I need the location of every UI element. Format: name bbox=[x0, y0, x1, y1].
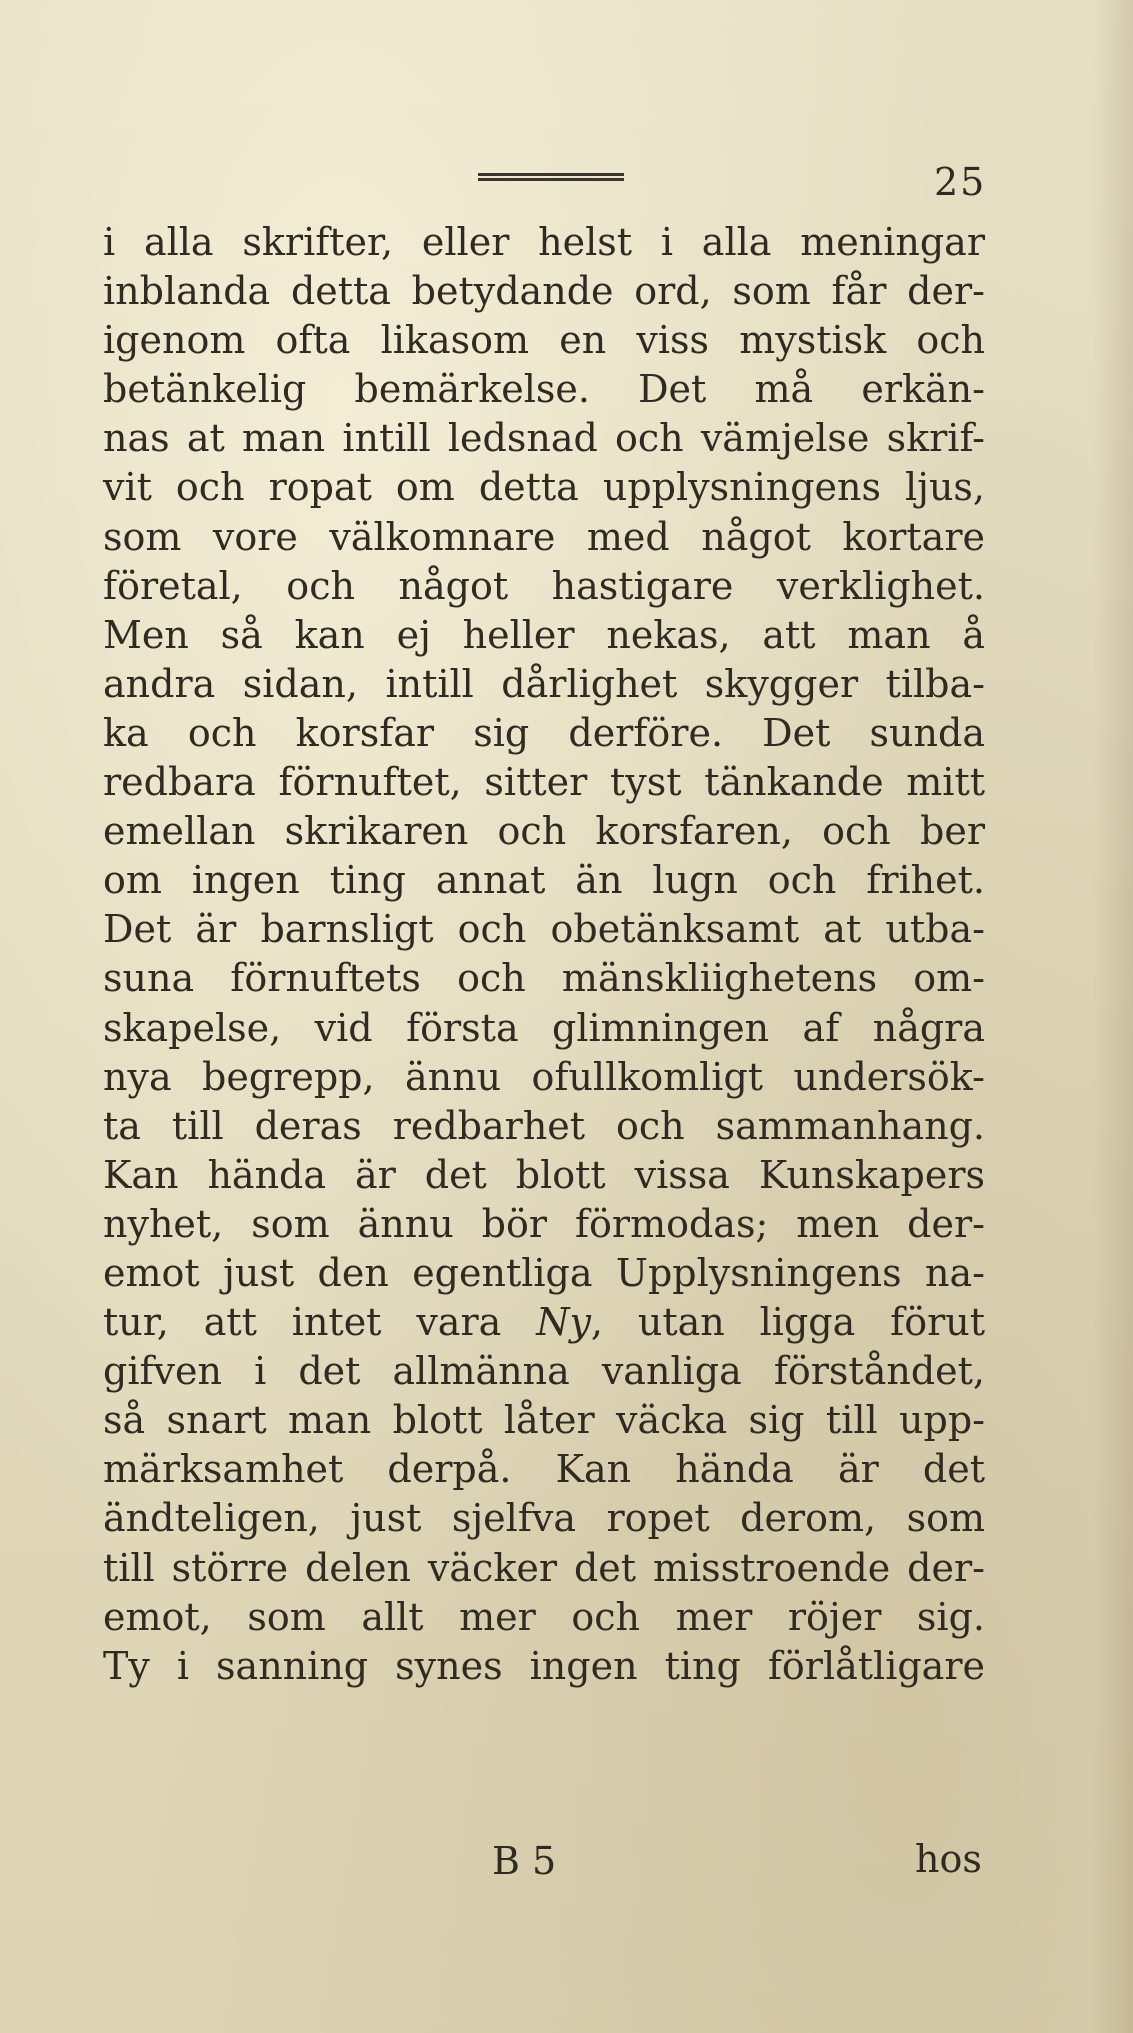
text-line: tur, att intet vara Ny, utan ligga förut bbox=[103, 1300, 985, 1345]
text-line: igenom ofta likasom en viss mystisk och bbox=[103, 318, 985, 363]
page-number: 25 bbox=[934, 160, 987, 204]
text-line: gifven i det allmänna vanliga förståndet, bbox=[103, 1349, 985, 1394]
text-line: nas at man intill ledsnad och vämjelse skrif- bbox=[103, 416, 985, 461]
text-line: vit och ropat om detta upplysningens ljus, bbox=[103, 465, 985, 510]
text-line: ändteligen, just sjelfva ropet derom, som bbox=[103, 1496, 985, 1541]
text-line: nya begrepp, ännu ofullkomligt undersök- bbox=[103, 1054, 985, 1099]
text-line: Men så kan ej heller nekas, att man å bbox=[103, 612, 985, 657]
signature-mark: B 5 bbox=[492, 1839, 557, 1883]
text-line: emot just den egentliga Upplysningens na- bbox=[103, 1250, 985, 1295]
text-line: som vore välkomnare med något kortare bbox=[103, 514, 985, 559]
text-line: ta till deras redbarhet och sammanhang. bbox=[103, 1103, 985, 1148]
text-line: emot, som allt mer och mer röjer sig. bbox=[103, 1594, 985, 1639]
text-line: till större delen väcker det misstroende der- bbox=[103, 1545, 985, 1590]
text-line: suna förnuftets och mänskliighetens om- bbox=[103, 956, 985, 1001]
text-line: Kan hända är det blott vissa Kunskapers bbox=[103, 1152, 985, 1197]
text-line: så snart man blott låter väcka sig till upp- bbox=[103, 1398, 985, 1443]
text-line: Det är barnsligt och obetänksamt at utba- bbox=[103, 907, 985, 952]
text-line: redbara förnuftet, sitter tyst tänkande mitt bbox=[103, 760, 985, 805]
body-text bbox=[103, 218, 985, 1691]
text-line: ka och korsfar sig derföre. Det sunda bbox=[103, 710, 985, 755]
header-rule bbox=[478, 173, 624, 181]
text-line: inblanda detta betydande ord, som får der- bbox=[103, 269, 985, 314]
text-line: märksamhet derpå. Kan hända är det bbox=[103, 1447, 985, 1492]
text-line: i alla skrifter, eller helst i alla meningar bbox=[103, 220, 985, 264]
text-line: skapelse, vid första glimningen af några bbox=[103, 1005, 985, 1050]
catchword: hos bbox=[915, 1837, 982, 1881]
text-line: Ty i sanning synes ingen ting förlåtligare bbox=[103, 1643, 985, 1688]
text-line: betänkelig bemärkelse. Det må erkän- bbox=[103, 367, 985, 412]
text-line: andra sidan, intill dårlighet skygger tilba- bbox=[103, 661, 985, 706]
text-line: företal, och något hastigare verklighet. bbox=[103, 563, 985, 608]
text-line: emellan skrikaren och korsfaren, och ber bbox=[103, 809, 985, 854]
text-line: om ingen ting annat än lugn och frihet. bbox=[103, 858, 985, 903]
text-line: nyhet, som ännu bör förmodas; men der- bbox=[103, 1201, 985, 1246]
